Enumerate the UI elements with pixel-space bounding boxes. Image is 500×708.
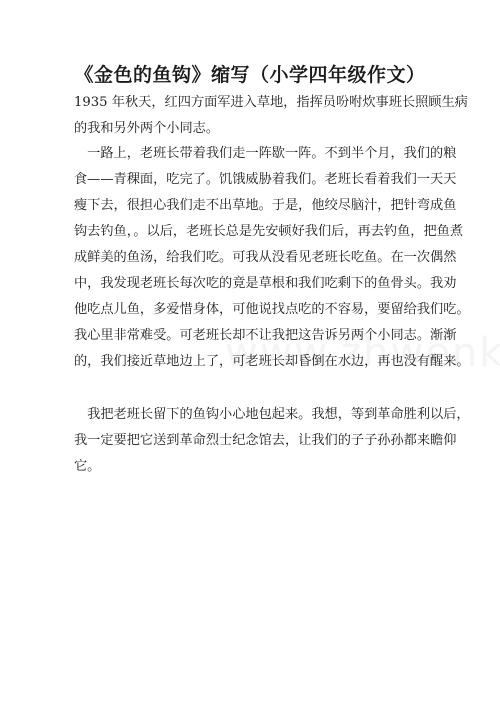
paragraph-1 [74, 90, 468, 142]
paragraph-line: 的我和另外两个小同志。 [74, 121, 220, 136]
paragraph-3 [74, 402, 470, 480]
paragraph-line: 成鲜美的鱼汤，给我们吃。可我从没看见老班长吃鱼。在一次偶然 [74, 250, 457, 265]
paragraph-line: 中，我发现老班长每次吃的竟是草根和我们吃剩下的鱼骨头。我劝 [74, 276, 457, 291]
paragraph-2 [74, 141, 470, 375]
paragraph-line: 的，我们接近草地边上了，可老班长却昏倒在水边，再也没有醒来。 [74, 354, 470, 369]
paragraph-line: 瘦下去，很担心我们走不出草地。于是，他绞尽脑汁，把针弯成鱼 [74, 198, 457, 213]
paragraph-line: 我把老班长留下的鱼钩小心地包起来。我想，等到革命胜利以后， [74, 407, 470, 422]
paragraph-line: 他吃点儿鱼，多爱惜身体，可他说找点吃的不容易，要留给我们吃。 [74, 302, 470, 317]
paragraph-line: 1935 年秋天，红四方面军进入草地，指挥员吩咐炊事班长照顾生病 [74, 95, 468, 110]
paragraph-line: 钩去钓鱼，。以后，老班长总是先安顿好我们后，再去钓鱼，把鱼煮 [74, 224, 464, 239]
paragraph-line: 它。 [74, 459, 101, 474]
paragraph-line: 一路上，老班长带着我们走一阵歇一阵。不到半个月，我们的粮 [74, 146, 457, 161]
document-title: 《金色的鱼钩》缩写（小学四年级作文） [74, 64, 426, 86]
paragraph-line: 我一定要把它送到革命烈士纪念馆去，让我们的子子孙孙都来瞻仰 [74, 433, 457, 448]
paragraph-line: 食——青稞面，吃完了。饥饿威胁着我们。老班长看着我们一天天 [74, 172, 457, 187]
paragraph-line: 我心里非常难受。可老班长却不让我把这告诉另两个小同志。渐渐 [74, 328, 457, 343]
